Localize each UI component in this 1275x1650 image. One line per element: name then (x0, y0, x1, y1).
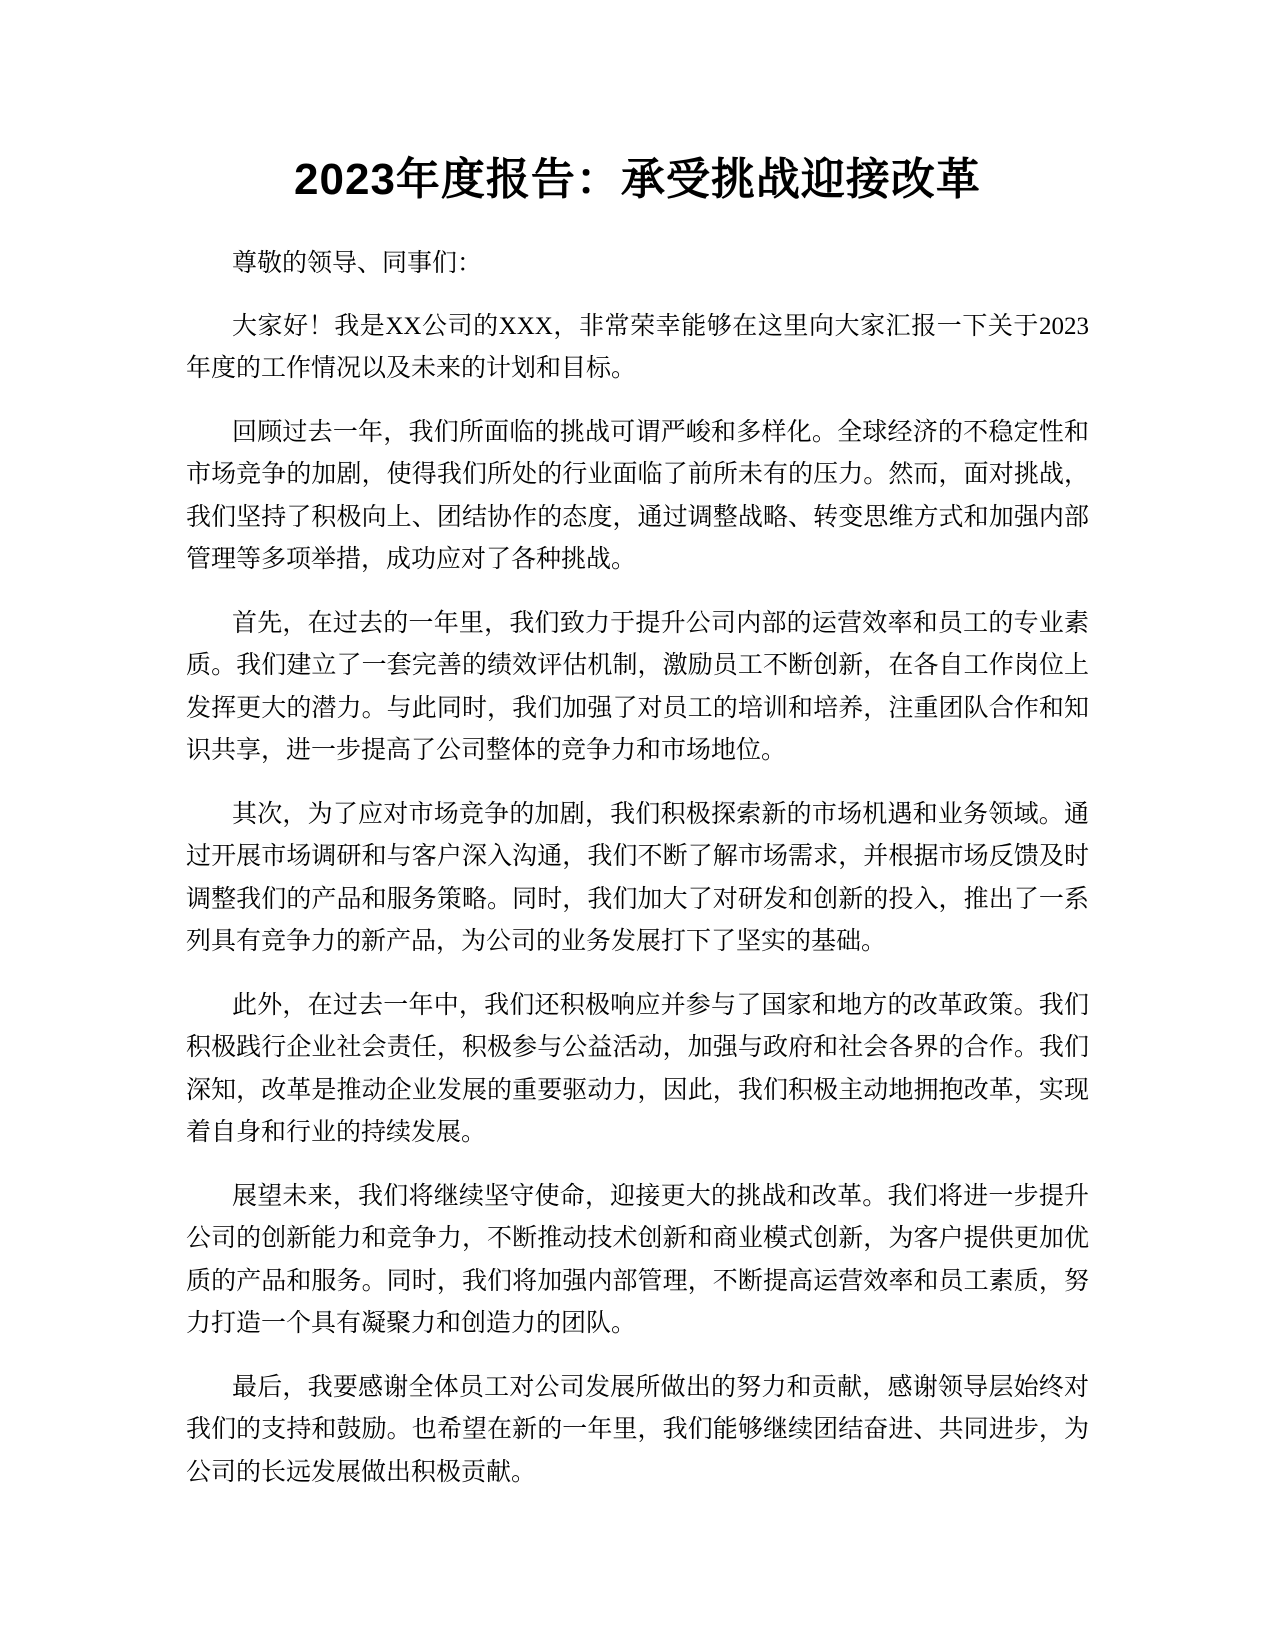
paragraph-greeting: 大家好！我是XX公司的XXX，非常荣幸能够在这里向大家汇报一下关于2023年度的工作情况以及未来的计划和目标。 (186, 312, 1089, 382)
paragraph-outlook: 展望未来，我们将继续坚守使命，迎接更大的挑战和改革。我们将进一步提升公司的创新能力和竞争力，不断推动技术创新和商业模式创新，为客户提供更加优质的产品和服务。同时，我们将加强内部管理，不断提高运营效率和员工素质，努力打造一个具有凝聚力和创造力的团队。 (186, 1182, 1089, 1337)
paragraph-review: 回顾过去一年，我们所面临的挑战可谓严峻和多样化。全球经济的不稳定性和市场竞争的加剧，使得我们所处的行业面临了前所未有的压力。然而，面对挑战，我们坚持了积极向上、团结协作的态度，通过调整战略、转变思维方式和加强内部管理等多项举措，成功应对了各种挑战。 (186, 418, 1089, 573)
paragraph-first: 首先，在过去的一年里，我们致力于提升公司内部的运营效率和员工的专业素质。我们建立了一套完善的绩效评估机制，激励员工不断创新，在各自工作岗位上发挥更大的潜力。与此同时，我们加强了对员工的培训和培养，注重团队合作和知识共享，进一步提高了公司整体的竞争力和市场地位。 (186, 609, 1089, 764)
document-body (186, 243, 1089, 1515)
document-title: 2023年度报告：承受挑战迎接改革 (294, 155, 981, 204)
paragraph-additionally: 此外，在过去一年中，我们还积极响应并参与了国家和地方的改革政策。我们积极践行企业社会责任，积极参与公益活动，加强与政府和社会各界的合作。我们深知，改革是推动企业发展的重要驱动力，因此，我们积极主动地拥抱改革，实现着自身和行业的持续发展。 (186, 991, 1089, 1146)
salutation: 尊敬的领导、同事们： (232, 250, 483, 277)
paragraph-closing: 最后，我要感谢全体员工对公司发展所做出的努力和贡献，感谢领导层始终对我们的支持和鼓励。也希望在新的一年里，我们能够继续团结奋进、共同进步，为公司的长远发展做出积极贡献。 (186, 1373, 1089, 1486)
paragraph-second: 其次，为了应对市场竞争的加剧，我们积极探索新的市场机遇和业务领域。通过开展市场调研和与客户深入沟通，我们不断了解市场需求，并根据市场反馈及时调整我们的产品和服务策略。同时，我们加大了对研发和创新的投入，推出了一系列具有竞争力的新产品，为公司的业务发展打下了坚实的基础。 (186, 800, 1089, 955)
